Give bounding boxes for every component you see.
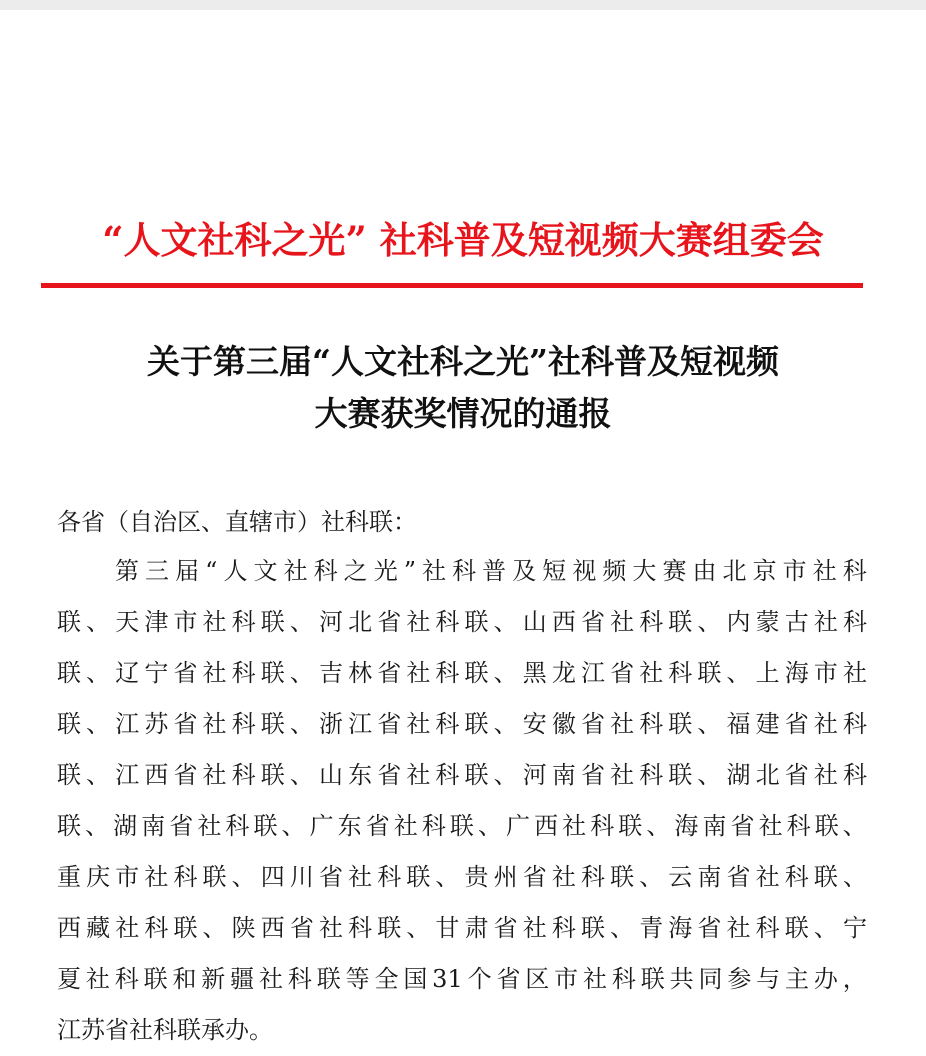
body-line: 联 、 辽 宁 省 社 科 联 、 吉 林 省 社 科 联 、 黑 龙 江 省 社 科 联 、 上 海 市 社 (57, 659, 867, 687)
body-line: 联 、 天 津 市 社 科 联 、 河 北 省 社 科 联 、 山 西 省 社 科 联 、 内 蒙 古 社 科 (57, 608, 867, 636)
body-paragraph (57, 546, 867, 1056)
organization-header: “人文社科之光” 社科普及短视频大赛组委会 (102, 218, 824, 262)
document-title (0, 336, 926, 440)
body-line: 联 、 江 苏 省 社 科 联 、 浙 江 省 社 科 联 、 安 徽 省 社 科 联 、 福 建 省 社 科 (57, 710, 867, 738)
body-line: 联 、 江 西 省 社 科 联 、 山 东 省 社 科 联 、 河 南 省 社 科 联 、 湖 北 省 社 科 (57, 761, 867, 789)
body-line: 江苏省社科联承办。 (57, 1016, 273, 1044)
body-line: 夏 社 科 联 和 新 疆 社 科 联 等 全 国 31 个 省 区 市 社 科 联 共 同 参 与 主 办 ， (57, 965, 867, 993)
document-title-line-1: 关于第三届“人文社科之光”社科普及短视频 (147, 342, 779, 381)
body-line: 联 、 湖 南 省 社 科 联 、 广 东 省 社 科 联 、 广 西 社 科 联 、 海 南 省 社 科 联 、 (57, 812, 867, 840)
document-title-line-2: 大赛获奖情况的通报 (314, 394, 612, 433)
body-line: 重 庆 市 社 科 联 、 四 川 省 社 科 联 、 贵 州 省 社 科 联 、 云 南 省 社 科 联 、 (57, 863, 867, 891)
salutation: 各省（自治区、直辖市）社科联： (57, 508, 417, 536)
body-line: 第 三 届 “ 人 文 社 科 之 光 ” 社 科 普 及 短 视 频 大 赛 由 北 京 市 社 科 (115, 557, 867, 585)
top-status-bar (0, 0, 926, 10)
body-line: 西 藏 社 科 联 、 陕 西 省 社 科 联 、 甘 肃 省 社 科 联 、 青 海 省 社 科 联 、 宁 (57, 914, 867, 942)
red-divider-rule (41, 283, 863, 288)
